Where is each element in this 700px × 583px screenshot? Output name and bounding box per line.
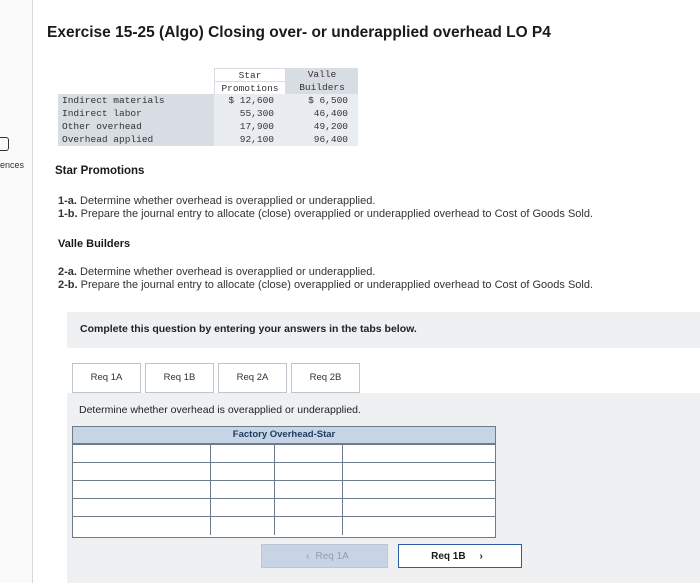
grid-cell[interactable] bbox=[211, 517, 275, 535]
prev-req-button[interactable]: ‹ Req 1A bbox=[261, 544, 388, 568]
grid-row bbox=[73, 517, 495, 535]
grid-cell[interactable] bbox=[275, 445, 343, 462]
grid-cell[interactable] bbox=[211, 481, 275, 498]
req-1a-line: 1-a. Determine whether overhead is overapplied or underapplied. bbox=[58, 195, 376, 207]
grid-row bbox=[73, 481, 495, 499]
grid-cell[interactable] bbox=[211, 463, 275, 480]
table-row: Indirect materials $ 12,600 $ 6,500 bbox=[58, 94, 358, 107]
header-valle-line2: Builders bbox=[286, 81, 358, 94]
grid-cell[interactable] bbox=[343, 517, 495, 535]
grid-cell[interactable] bbox=[275, 499, 343, 516]
grid-cell[interactable] bbox=[73, 481, 211, 498]
instruction-bar bbox=[67, 312, 700, 348]
chevron-left-icon: ‹ bbox=[306, 551, 310, 562]
header-star-line1: Star bbox=[214, 68, 286, 81]
grid-row bbox=[73, 499, 495, 517]
tab-req-2b[interactable]: Req 2B bbox=[291, 363, 360, 393]
chevron-right-icon: › bbox=[479, 551, 483, 562]
header-star-line2: Promotions bbox=[214, 81, 286, 94]
grid-title: Factory Overhead-Star bbox=[73, 427, 495, 445]
tab-req-1b[interactable]: Req 1B bbox=[145, 363, 214, 393]
req-2b-line: 2-b. Prepare the journal entry to allocate (close) overapplied or underapplied overhead to Cost of Goods Sold. bbox=[58, 279, 594, 291]
sidebar bbox=[0, 0, 33, 583]
grid-row bbox=[73, 463, 495, 481]
grid-cell[interactable] bbox=[211, 499, 275, 516]
grid-cell[interactable] bbox=[211, 445, 275, 462]
grid-cell[interactable] bbox=[343, 463, 495, 480]
table-header-row bbox=[58, 81, 358, 94]
grid-cell[interactable] bbox=[73, 463, 211, 480]
t-account-grid bbox=[72, 426, 496, 538]
grid-cell[interactable] bbox=[343, 481, 495, 498]
grid-cell[interactable] bbox=[275, 517, 343, 535]
grid-cell[interactable] bbox=[73, 517, 211, 535]
table-header-row bbox=[58, 68, 358, 81]
header-valle-line1: Valle bbox=[286, 68, 358, 81]
tab-req-1a[interactable]: Req 1A bbox=[72, 363, 141, 393]
grid-cell[interactable] bbox=[275, 481, 343, 498]
grid-cell[interactable] bbox=[73, 499, 211, 516]
valle-heading: Valle Builders bbox=[58, 238, 131, 250]
table-row: Other overhead 17,900 49,200 bbox=[58, 120, 358, 133]
req-1b-line: 1-b. Prepare the journal entry to allocate (close) overapplied or underapplied overhead to Cost of Goods Sold. bbox=[58, 208, 594, 220]
tab-req-2a[interactable]: Req 2A bbox=[218, 363, 287, 393]
next-req-button[interactable]: Req 1B › bbox=[398, 544, 522, 568]
instruction-text: Complete this question by entering your answers in the tabs below. bbox=[80, 323, 417, 335]
sidebar-label[interactable]: ences bbox=[0, 160, 25, 170]
overhead-data-table bbox=[58, 68, 358, 146]
grid-cell[interactable] bbox=[73, 445, 211, 462]
panel-prompt: Determine whether overhead is overapplied or underapplied. bbox=[79, 404, 361, 416]
table-row: Overhead applied 92,100 96,400 bbox=[58, 133, 358, 146]
bookmark-icon[interactable] bbox=[0, 137, 9, 151]
star-heading: Star Promotions bbox=[55, 165, 145, 177]
grid-cell[interactable] bbox=[275, 463, 343, 480]
req-2a-line: 2-a. Determine whether overhead is overapplied or underapplied. bbox=[58, 266, 376, 278]
grid-cell[interactable] bbox=[343, 499, 495, 516]
grid-row bbox=[73, 445, 495, 463]
exercise-title: Exercise 15-25 (Algo) Closing over- or underapplied overhead LO P4 bbox=[47, 24, 551, 41]
table-row: Indirect labor 55,300 46,400 bbox=[58, 107, 358, 120]
grid-cell[interactable] bbox=[343, 445, 495, 462]
